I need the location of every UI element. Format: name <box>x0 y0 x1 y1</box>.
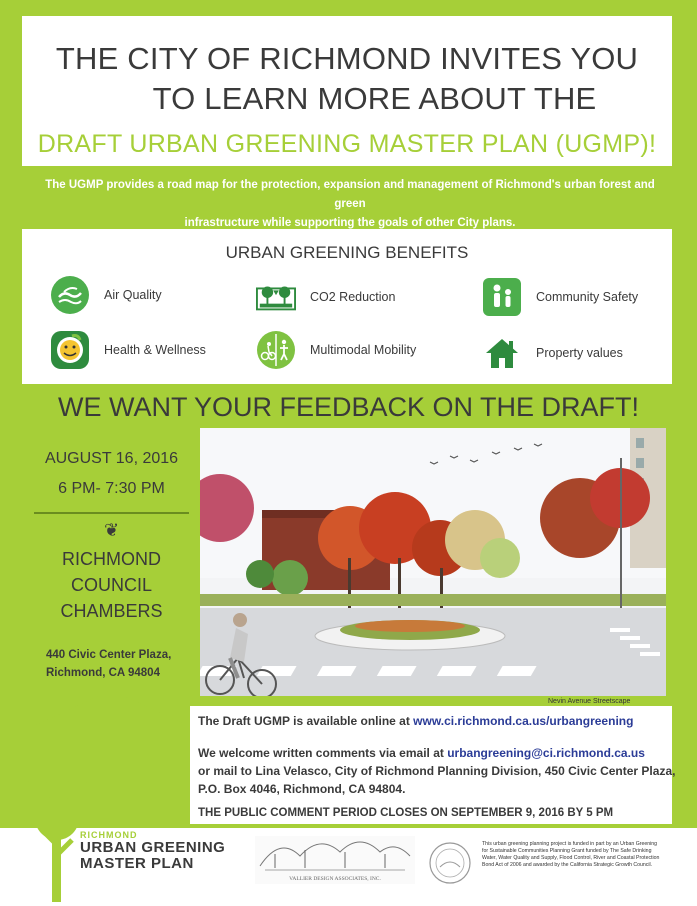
comments-line-3: P.O. Box 4046, Richmond, CA 94804. <box>198 782 406 796</box>
co2-reduction-icon <box>256 277 296 317</box>
venue-line-3: CHAMBERS <box>60 601 163 621</box>
headline-box <box>22 16 672 166</box>
headline-plan-title: DRAFT URBAN GREENING MASTER PLAN (UGMP)! <box>37 130 657 158</box>
benefit-label: Multimodal Mobility <box>310 343 417 357</box>
benefit-health-wellness <box>50 330 206 370</box>
intro-line-2: infrastructure while supporting the goals of other City plans. <box>184 217 516 229</box>
email-link[interactable]: urbangreening@ci.richmond.ca.us <box>447 746 645 760</box>
event-address <box>46 646 171 682</box>
venue-line-2: COUNCIL <box>70 575 152 595</box>
address-line-2: Richmond, CA 94804 <box>46 667 160 679</box>
benefit-label: Air Quality <box>104 288 162 302</box>
online-availability <box>198 712 633 730</box>
vallier-sketch-logo <box>255 836 415 884</box>
online-prefix: The Draft UGMP is available online at <box>198 714 414 728</box>
property-values-icon <box>482 333 522 373</box>
address-line-1: 440 Civic Center Plaza, <box>46 649 172 661</box>
event-date: AUGUST 16, 2016 <box>44 450 179 467</box>
feedback-heading: WE WANT YOUR FEEDBACK ON THE DRAFT! <box>57 392 640 422</box>
tree-logo-icon <box>12 744 102 904</box>
health-wellness-icon <box>50 330 90 370</box>
multimodal-mobility-icon <box>256 330 296 370</box>
benefit-label: Property values <box>536 346 623 360</box>
venue-line-1: RICHMOND <box>62 549 161 569</box>
ugmp-logo <box>80 830 225 872</box>
flourish-ornament: ❦ <box>103 520 120 540</box>
air-quality-icon <box>50 275 90 315</box>
logo-line-1: URBAN GREENING <box>80 839 226 856</box>
benefit-label: Health & Wellness <box>104 343 206 357</box>
benefit-label: CO2 Reduction <box>310 290 396 304</box>
photo-caption: Nevin Avenue Streetscape <box>548 698 631 705</box>
intro-line-1: The UGMP provides a road map for the protection, expansion and management of Richmond's urban forest and green <box>45 179 655 210</box>
logo-line-2: MASTER PLAN <box>80 855 194 872</box>
event-venue <box>34 546 189 624</box>
intro-text <box>30 176 670 233</box>
benefit-co2-reduction <box>256 277 395 317</box>
community-safety-icon <box>482 277 522 317</box>
website-link[interactable]: www.ci.richmond.ca.us/urbangreening <box>413 714 634 728</box>
benefit-label: Community Safety <box>536 290 639 304</box>
event-divider <box>34 512 189 514</box>
funding-statement: This urban greening planning project is funded in part by an Urban Greening for Sustainable Communities Planning Grant funded by The Safe Drinking Water, Water Quality and Supply, Flood Control, River and Coastal Protection Bond Act of 2006 and awarded by the California Strategic Growth Council. <box>482 841 660 868</box>
headline-line-2: TO LEARN MORE ABOUT THE <box>152 81 597 116</box>
benefit-multimodal-mobility <box>256 330 416 370</box>
comments-line-2: or mail to Lina Velasco, City of Richmond Planning Division, 450 Civic Center Plaza, <box>198 764 676 778</box>
benefits-panel <box>22 229 672 384</box>
streetscape-photo <box>200 428 666 696</box>
benefit-property-values <box>482 333 623 373</box>
closing-notice: THE PUBLIC COMMENT PERIOD CLOSES ON SEPTEMBER 9, 2016 BY 5 PM <box>198 807 614 819</box>
comments-prefix: We welcome written comments via email at <box>198 746 448 760</box>
state-seal-icon <box>428 841 472 885</box>
event-panel <box>34 428 189 728</box>
benefits-title: URBAN GREENING BENEFITS <box>225 243 469 262</box>
benefit-air-quality <box>50 275 162 315</box>
comments-info <box>198 744 675 798</box>
sketch-label: VALLIER DESIGN ASSOCIATES, INC. <box>289 876 381 882</box>
logo-city: RICHMOND <box>80 830 138 840</box>
headline-line-1: THE CITY OF RICHMOND INVITES YOU <box>55 41 639 76</box>
benefit-community-safety <box>482 277 638 317</box>
event-time: 6 PM- 7:30 PM <box>58 480 165 497</box>
